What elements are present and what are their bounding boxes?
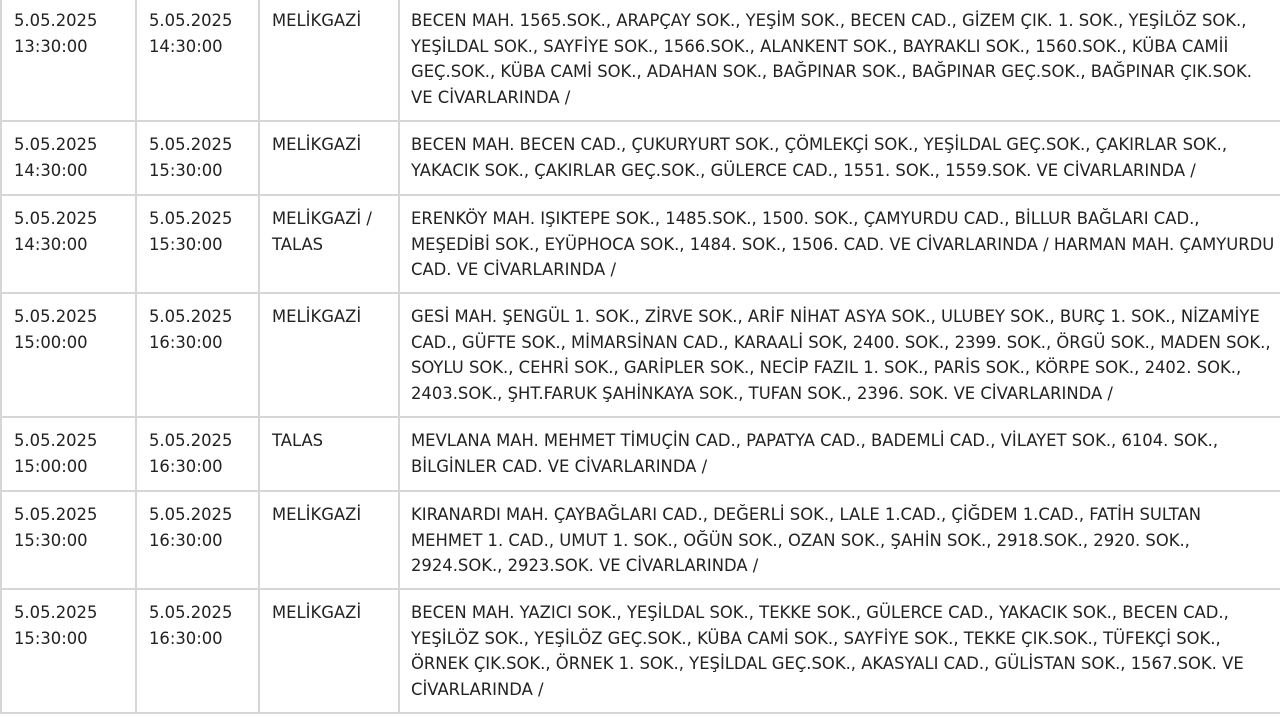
start-date: 5.05.2025 — [14, 431, 98, 450]
end-time: 14:30:00 — [149, 36, 223, 56]
start-date: 5.05.2025 — [14, 135, 98, 154]
start-date: 5.05.2025 — [14, 11, 98, 30]
end-time: 16:30:00 — [149, 456, 223, 476]
address-cell — [399, 0, 1280, 121]
end-date: 5.05.2025 — [149, 135, 233, 154]
district: MELİKGAZİ / TALAS — [272, 209, 372, 254]
table-row — [1, 0, 1280, 121]
district-cell — [259, 195, 399, 293]
district-cell — [259, 293, 399, 417]
end-time: 15:30:00 — [149, 160, 223, 180]
start-cell — [1, 121, 136, 195]
end-cell — [136, 0, 259, 121]
end-cell — [136, 121, 259, 195]
table-row — [1, 491, 1280, 589]
district: MELİKGAZİ — [272, 603, 362, 622]
district-cell — [259, 0, 399, 121]
start-time: 13:30:00 — [14, 36, 88, 56]
start-time: 15:30:00 — [14, 530, 88, 550]
end-time: 16:30:00 — [149, 530, 223, 550]
end-cell — [136, 491, 259, 589]
address: KIRANARDI MAH. ÇAYBAĞLARI CAD., DEĞERLİ SOK., LALE 1.CAD., ÇİĞDEM 1.CAD., FATİH SULTAN MEHMET 1. CAD., UMUT 1. SOK., OĞÜN SOK., OZAN SOK., ŞAHİN SOK., 2918.SOK., 2920. SOK., 2924.SOK., 2923.SOK. VE CİVARLARINDA / — [411, 505, 1202, 575]
end-cell — [136, 195, 259, 293]
table-row — [1, 293, 1280, 417]
address-cell — [399, 417, 1280, 491]
start-time: 14:30:00 — [14, 234, 88, 254]
end-time: 15:30:00 — [149, 234, 223, 254]
end-cell — [136, 417, 259, 491]
address-cell — [399, 195, 1280, 293]
address: BECEN MAH. YAZICI SOK., YEŞİLDAL SOK., TEKKE SOK., GÜLERCE CAD., YAKACIK SOK., BECEN CAD., YEŞİLÖZ SOK., YEŞİLÖZ GEÇ.SOK., KÜBA CAMİ SOK., SAYFİYE SOK., TEKKE ÇIK.SOK., TÜFEKÇİ SOK., ÖRNEK ÇIK.SOK., ÖRNEK 1. SOK., YEŞİLDAL GEÇ.SOK., AKASYALI CAD., GÜLİSTAN SOK., 1567.SOK. VE CİVARLARINDA / — [411, 603, 1244, 699]
end-cell — [136, 293, 259, 417]
end-date: 5.05.2025 — [149, 431, 233, 450]
table-row — [1, 417, 1280, 491]
start-cell — [1, 195, 136, 293]
table-row — [1, 589, 1280, 713]
district-cell — [259, 417, 399, 491]
table-body — [1, 0, 1280, 713]
end-date: 5.05.2025 — [149, 603, 233, 622]
district: MELİKGAZİ — [272, 505, 362, 524]
address-cell — [399, 491, 1280, 589]
address-cell — [399, 121, 1280, 195]
end-time: 16:30:00 — [149, 628, 223, 648]
start-cell — [1, 589, 136, 713]
end-date: 5.05.2025 — [149, 307, 233, 326]
start-time: 15:30:00 — [14, 628, 88, 648]
district: MELİKGAZİ — [272, 307, 362, 326]
start-cell — [1, 491, 136, 589]
start-date: 5.05.2025 — [14, 209, 98, 228]
district-cell — [259, 589, 399, 713]
address: ERENKÖY MAH. IŞIKTEPE SOK., 1485.SOK., 1500. SOK., ÇAMYURDU CAD., BİLLUR BAĞLARI CAD., MEŞEDİBİ SOK., EYÜPHOCA SOK., 1484. SOK., 1506. CAD. VE CİVARLARINDA / HARMAN MAH. ÇAMYURDU CAD. VE CİVARLARINDA / — [411, 209, 1275, 279]
start-time: 15:00:00 — [14, 332, 88, 352]
end-time: 16:30:00 — [149, 332, 223, 352]
address-cell — [399, 589, 1280, 713]
table-row — [1, 195, 1280, 293]
district: MELİKGAZİ — [272, 11, 362, 30]
start-cell — [1, 293, 136, 417]
start-cell — [1, 0, 136, 121]
start-date: 5.05.2025 — [14, 603, 98, 622]
address-cell — [399, 293, 1280, 417]
start-cell — [1, 417, 136, 491]
end-cell — [136, 589, 259, 713]
address: MEVLANA MAH. MEHMET TİMUÇİN CAD., PAPATYA CAD., BADEMLİ CAD., VİLAYET SOK., 6104. SOK., BİLGİNLER CAD. VE CİVARLARINDA / — [411, 431, 1219, 476]
start-time: 14:30:00 — [14, 160, 88, 180]
start-date: 5.05.2025 — [14, 505, 98, 524]
address: BECEN MAH. BECEN CAD., ÇUKURYURT SOK., ÇÖMLEKÇİ SOK., YEŞİLDAL GEÇ.SOK., ÇAKIRLAR SOK., YAKACIK SOK., ÇAKIRLAR GEÇ.SOK., GÜLERCE CAD., 1551. SOK., 1559.SOK. VE CİVARLARINDA / — [411, 135, 1228, 180]
end-date: 5.05.2025 — [149, 11, 233, 30]
start-time: 15:00:00 — [14, 456, 88, 476]
district: MELİKGAZİ — [272, 135, 362, 154]
district-cell — [259, 491, 399, 589]
end-date: 5.05.2025 — [149, 209, 233, 228]
address: BECEN MAH. 1565.SOK., ARAPÇAY SOK., YEŞİM SOK., BECEN CAD., GİZEM ÇIK. 1. SOK., YEŞİLÖZ SOK., YEŞİLDAL SOK., SAYFİYE SOK., 1566.SOK., ALANKENT SOK., BAYRAKLI SOK., 1560.SOK., KÜBA CAMİİ GEÇ.SOK., KÜBA CAMİ SOK., ADAHAN SOK., BAĞPINAR SOK., BAĞPINAR GEÇ.SOK., BAĞPINAR ÇIK.SOK. VE CİVARLARINDA / — [411, 11, 1252, 107]
end-date: 5.05.2025 — [149, 505, 233, 524]
district-cell — [259, 121, 399, 195]
table-row — [1, 121, 1280, 195]
address: GESİ MAH. ŞENGÜL 1. SOK., ZİRVE SOK., ARİF NİHAT ASYA SOK., ULUBEY SOK., BURÇ 1. SOK., NİZAMİYE CAD., GÜFTE SOK., MİMARSİNAN CAD., KARAALİ SOK, 2400. SOK., 2399. SOK., ÖRGÜ SOK., MADEN SOK., SOYLU SOK., CEHRİ SOK., GARİPLER SOK., NECİP FAZIL 1. SOK., PARİS SOK., KÖRPE SOK., 2402. SOK., 2403.SOK., ŞHT.FARUK ŞAHİNKAYA SOK., TUFAN SOK., 2396. SOK. VE CİVARLARINDA / — [411, 307, 1271, 403]
district: TALAS — [272, 431, 324, 450]
start-date: 5.05.2025 — [14, 307, 98, 326]
